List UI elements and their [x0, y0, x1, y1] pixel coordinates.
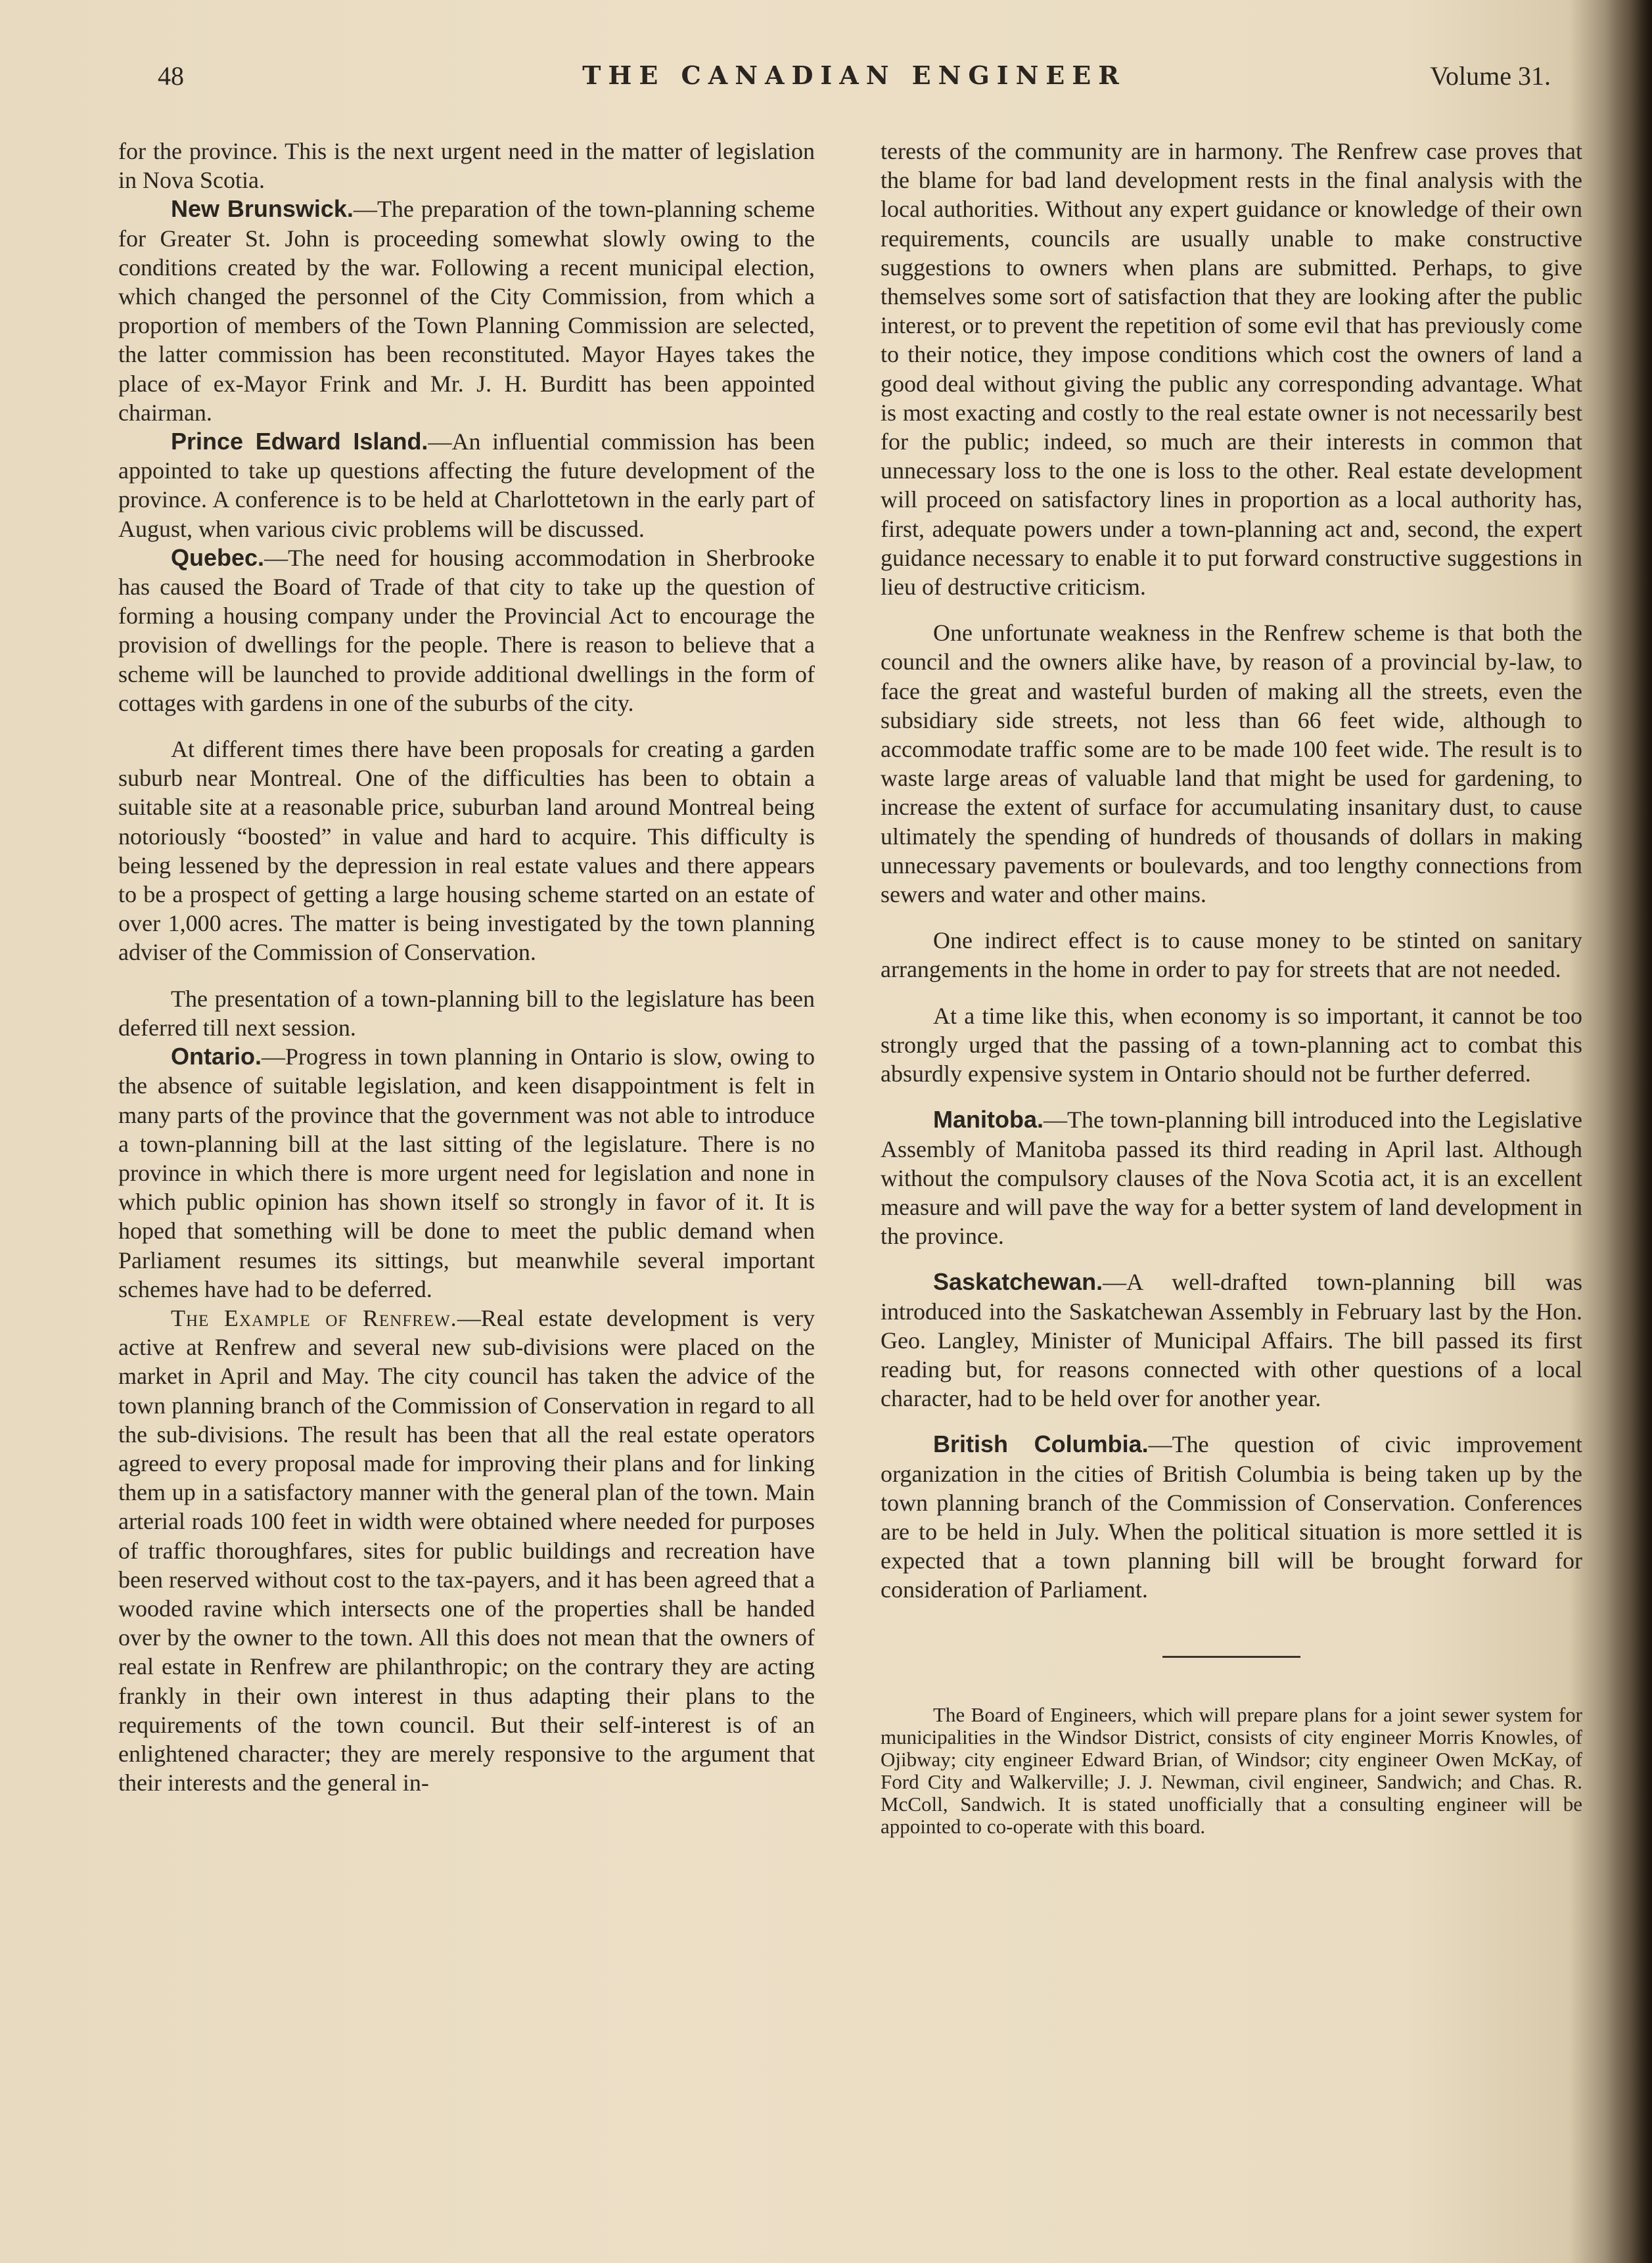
text-new-brunswick: —The preparation of the town-planning scheme for Greater St. John is proceeding somewhat slowly owing to the conditions created by the war. Following a recent municipal election, which changed the personnel of the City Commission, from which a proportion of members of the Town Planning Commission are selected, the latter commission has been reconstituted. Mayor Hayes takes the place of ex-Mayor Frink and Mr. J. H. Burditt has been appointed chairman.	[118, 196, 815, 426]
text-prince-edward-island: —An influential commission has been appointed to take up questions affecting the future development of the province. A conference is to be held at Charlottetown in the early part of August, when various civic problems will be discussed.	[118, 428, 815, 542]
journal-title: THE CANADIAN ENGINEER	[582, 60, 1126, 90]
paragraph-weakness: One unfortunate weakness in the Renfrew scheme is that both the council and the owners alike have, by reason of a provincial by-law, to face the great and wasteful burden of making all the streets, even the subsidiary side streets, not less than 66 feet wide, although to accommodate traffic some are to be made 100 feet wide. The result is to waste large areas of valuable land that might be used for gardening, to increase the extent of surface for accumulating insanitary dust, to cause ultimately the spending of hundreds of thousands of dollars in making unnecessary pavements or boulevards, and too lengthy connections from sewers and water and other mains.	[881, 620, 1582, 908]
section-divider	[1162, 1656, 1300, 1658]
section-renfrew	[118, 1304, 815, 1797]
heading-saskatchewan: Saskatchewan.	[933, 1268, 1103, 1296]
text-quebec: —The need for housing accommodation in Sherbrooke has caused the Board of Trade of that city to take up the question of forming a housing company under the Provincial Act to encourage the provision of dwellings for the people. There is reason to believe that a scheme will be launched to provide additional dwellings in the form of cottages with gardens in one of the suburbs of the city.	[118, 544, 815, 716]
right-column	[881, 137, 1582, 1838]
heading-quebec: Quebec.	[171, 543, 265, 571]
paragraph-montreal: At different times there have been proposals for creating a garden suburb near Montreal. One of the difficulties has been to obtain a suitable site at a reasonable price, suburban land around Montreal being notoriously “boosted” in value and hard to acquire. This difficulty is being lessened by the depression in real estate values and there appears to be a prospect of getting a large housing scheme started on an estate of over 1,000 acres. The matter is being investigated by the town planning adviser of the Commission of Conservation.	[118, 736, 815, 966]
page-number: 48	[158, 61, 184, 91]
page-edge-shadow	[1606, 0, 1652, 2263]
heading-new-brunswick: New Brunswick.	[171, 195, 354, 223]
heading-prince-edward-island: Prince Edward Island.	[171, 428, 428, 455]
section-new-brunswick	[118, 194, 815, 427]
section-ontario	[118, 1042, 815, 1304]
text-saskatchewan: —A well-drafted town-planning bill was introduced into the Saskatchewan Assembly in February last by the Hon. Geo. Langley, Minister of Municipal Affairs. The bill passed its first reading but, for reasons connected with other questions of a local character, had to be held over for another year.	[881, 1269, 1582, 1412]
paragraph-renfrew-continued: terests of the community are in harmony. The Renfrew case proves that the blame for bad land development rests in the final analysis with the local authorities. Without any expert guidance or knowledge of their own requirements, councils are usually unable to make constructive suggestions to owners when plans are submitted. Perhaps, to give themselves some sort of satisfaction that they are looking after the public interest, or to prevent the repetition of some evil that has previously come to their notice, they impose conditions which cost the owners of land a good deal without giving the public any corresponding advantage. What is most exacting and costly to the real estate owner is not necessarily best for the public; indeed, so much are their interests in common that unnecessary loss to the one is loss to the other. Real estate development will proceed on satisfactory lines in proportion as a local authority has, first, adequate powers under a town-planning act and, second, the expert guidance necessary to enable it to put forward constructive suggestions in lieu of destructive criticism.	[881, 138, 1582, 601]
left-column	[118, 137, 815, 1797]
note-board-of-engineers: The Board of Engineers, which will prepare plans for a joint sewer system for municipalities in the Windsor District, consists of city engineer Morris Knowles, of Ojibway; city engineer Edward Brian, of Windsor; city engineer Owen McKay, of Ford City and Walkerville; J. J. Newman, civil engineer, Sandwich; and Chas. R. McColl, Sandwich. It is stated unofficially that a consulting engineer will be appointed to co-operate with this board.	[881, 1703, 1582, 1838]
volume-label: Volume 31.	[1430, 61, 1551, 91]
section-quebec	[118, 543, 815, 718]
section-saskatchewan	[881, 1268, 1582, 1413]
heading-renfrew: The Example of Renfrew.	[171, 1304, 457, 1331]
news-note	[881, 1704, 1582, 1838]
paragraph-indirect-effect: One indirect effect is to cause money to be stinted on sanitary arrangements in the home in order to pay for streets that are not needed.	[881, 927, 1582, 983]
text-renfrew: —Real estate development is very active at Renfrew and several new sub-divisions were placed on the market in April and May. The city council has taken the advice of the town planning branch of the Commission of Conservation in regard to all the sub-divisions. The result has been that all the real estate operators agreed to every proposal made for improving their plans and for linking them up in a satisfactory manner with the general plan of the town. Main arterial roads 100 feet in width were obtained where needed for purposes of traffic thoroughfares, sites for public buildings and recreation have been reserved without cost to the tax-payers, and it has been agreed that a wooded ravine which intersects one of the properties shall be handed over by the owner to the town. All this does not mean that the owners of real estate in Renfrew are philanthropic; on the contrary they are acting frankly in their own interest in thus adapting their plans to the requirements of the town council. But their self-interest is of an enlightened character; they are merely responsive to the argument that their interests and the general in-	[118, 1304, 815, 1796]
paragraph-nova-scotia-continued: for the province. This is the next urgent need in the matter of legislation in Nova Scotia.	[118, 138, 815, 194]
heading-british-columbia: British Columbia.	[933, 1430, 1149, 1458]
section-manitoba	[881, 1105, 1582, 1250]
paragraph-bill-deferred: The presentation of a town-planning bill to the legislature has been deferred till next session.	[118, 985, 815, 1041]
section-british-columbia	[881, 1430, 1582, 1604]
text-ontario: —Progress in town planning in Ontario is slow, owing to the absence of suitable legislation, and keen disappointment is felt in many parts of the province that the government was not able to introduce a town-planning bill at the last sitting of the legislature. There is no province in which there is more urgent need for legislation and none in which public opinion has shown itself so strongly in favor of it. It is hoped that something will be done to meet the public demand when Parliament resumes its sittings, but meanwhile several important schemes have had to be deferred.	[118, 1043, 815, 1302]
text-british-columbia: —The question of civic improvement organization in the cities of British Columbia is being taken up by the town planning branch of the Commission of Conservation. Conferences are to be held in July. When the political situation is more settled it is expected that a town planning bill will be brought forward for consideration of Parliament.	[881, 1431, 1582, 1603]
page-header	[158, 60, 1551, 100]
heading-ontario: Ontario.	[171, 1043, 262, 1070]
section-prince-edward-island	[118, 427, 815, 543]
heading-manitoba: Manitoba.	[933, 1106, 1044, 1133]
text-manitoba: —The town-planning bill introduced into the Legislative Assembly of Manitoba passed its third reading in April last. Although without the compulsory clauses of the Nova Scotia act, it is an excellent measure and will pave the way for a better system of land development in the province.	[881, 1107, 1582, 1250]
paragraph-economy: At a time like this, when economy is so important, it cannot be too strongly urged that the passing of a town-planning act to combat this absurdly expensive system in Ontario should not be further deferred.	[881, 1002, 1582, 1087]
